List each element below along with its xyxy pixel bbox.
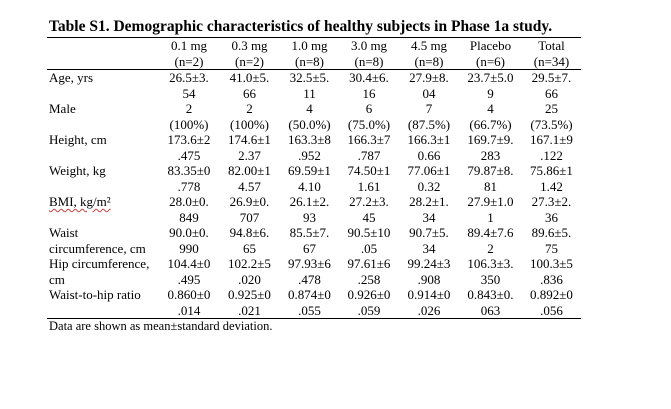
header-label-cell bbox=[47, 38, 159, 70]
column-header: 1.0 mg (n=8) bbox=[280, 38, 339, 70]
table-cell: 25 (73.5%) bbox=[530, 101, 573, 132]
table-caption: Table S1. Demographic characteristics of healthy subjects in Phase 1a study. bbox=[49, 18, 553, 35]
table-cell: 85.5±7. 67 bbox=[289, 225, 330, 256]
table-cell: 28.2±1. 34 bbox=[409, 194, 449, 225]
table-cell: 100.3±5 .836 bbox=[530, 256, 573, 287]
table-row bbox=[47, 101, 581, 132]
table-cell: 0.874±0 .055 bbox=[288, 287, 331, 318]
table-cell: 104.4±0 .495 bbox=[167, 256, 211, 287]
table-cell: 169.7±9. 283 bbox=[467, 132, 514, 163]
table-cell: 27.9±8. 04 bbox=[409, 70, 449, 101]
row-label: BMI, kg/m² bbox=[49, 194, 111, 209]
table-cell: 7 (87.5%) bbox=[407, 101, 451, 132]
table-cell: 0.925±0 .021 bbox=[228, 287, 271, 318]
document-page bbox=[47, 18, 581, 334]
table-cell: 173.6±2 .475 bbox=[167, 132, 211, 163]
table-cell: 30.4±6. 16 bbox=[349, 70, 389, 101]
table-cell: 0.914±0 .026 bbox=[407, 287, 451, 318]
table-cell: 82.00±1 4.57 bbox=[228, 163, 271, 194]
table-cell: 2 (100%) bbox=[169, 101, 209, 132]
table-cell: 90.5±10 .05 bbox=[347, 225, 391, 256]
header-row bbox=[47, 38, 581, 70]
table-cell: 90.7±5. 34 bbox=[409, 225, 449, 256]
table-row bbox=[47, 163, 581, 194]
table-cell: 106.3±3. 350 bbox=[467, 256, 514, 287]
table-cell: 28.0±0. 849 bbox=[169, 194, 209, 225]
table-cell: 89.4±7.6 2 bbox=[467, 225, 514, 256]
table-cell: 69.59±1 4.10 bbox=[288, 163, 331, 194]
table-cell: 83.35±0 .778 bbox=[167, 163, 211, 194]
table-cell: 0.860±0 .014 bbox=[167, 287, 211, 318]
table-cell: 75.86±1 1.42 bbox=[530, 163, 573, 194]
table-cell: 90.0±0. 990 bbox=[169, 225, 209, 256]
table-cell: 27.3±2. 36 bbox=[531, 194, 572, 225]
column-header: 0.1 mg (n=2) bbox=[159, 38, 219, 70]
table-cell: 0.892±0 .056 bbox=[530, 287, 573, 318]
table-cell: 97.93±6 .478 bbox=[288, 256, 331, 287]
row-label: Waist circumference, cm bbox=[49, 225, 146, 256]
column-header: Total (n=34) bbox=[522, 38, 581, 70]
table-cell: 174.6±1 2.37 bbox=[228, 132, 271, 163]
table-cell: 166.3±1 0.66 bbox=[407, 132, 451, 163]
table-cell: 102.2±5 .020 bbox=[228, 256, 271, 287]
table-row bbox=[47, 225, 581, 256]
table-row bbox=[47, 256, 581, 287]
row-label: Height, cm bbox=[49, 132, 107, 147]
table-cell: 6 (75.0%) bbox=[347, 101, 391, 132]
table-cell: 29.5±7. 66 bbox=[531, 70, 572, 101]
table-cell: 41.0±5. 66 bbox=[229, 70, 270, 101]
table-cell: 94.8±6. 65 bbox=[229, 225, 270, 256]
table-cell: 99.24±3 .908 bbox=[407, 256, 451, 287]
table-row bbox=[47, 132, 581, 163]
table-cell: 0.843±0. 063 bbox=[467, 287, 514, 318]
row-label: Age, yrs bbox=[49, 70, 94, 85]
column-header: 4.5 mg (n=8) bbox=[399, 38, 459, 70]
row-label: Hip circumference, cm bbox=[49, 256, 150, 287]
table-cell: 27.2±3. 45 bbox=[349, 194, 389, 225]
table-cell: 89.6±5. 75 bbox=[531, 225, 572, 256]
table-cell: 167.1±9 .122 bbox=[530, 132, 573, 163]
table-cell: 32.5±5. 11 bbox=[289, 70, 330, 101]
table-cell: 97.61±6 .258 bbox=[347, 256, 391, 287]
row-label: Weight, kg bbox=[49, 163, 106, 178]
column-header: 3.0 mg (n=8) bbox=[339, 38, 399, 70]
table-cell: 4 (50.0%) bbox=[288, 101, 331, 132]
table-footnote: Data are shown as mean±standard deviation. bbox=[49, 319, 273, 333]
table-cell: 74.50±1 1.61 bbox=[347, 163, 391, 194]
table-row bbox=[47, 194, 581, 225]
demographics-table bbox=[47, 37, 581, 319]
row-label: Male bbox=[49, 101, 76, 116]
table-cell: 27.9±1.0 1 bbox=[467, 194, 514, 225]
table-cell: 166.3±7 .787 bbox=[347, 132, 391, 163]
column-header: 0.3 mg (n=2) bbox=[219, 38, 280, 70]
table-cell: 4 (66.7%) bbox=[469, 101, 512, 132]
table-row bbox=[47, 70, 581, 102]
table-cell: 79.87±8. 81 bbox=[467, 163, 514, 194]
table-cell: 26.5±3. 54 bbox=[169, 70, 209, 101]
table-cell: 26.9±0. 707 bbox=[229, 194, 270, 225]
table-cell: 23.7±5.0 9 bbox=[467, 70, 514, 101]
table-cell: 26.1±2. 93 bbox=[289, 194, 330, 225]
table-cell: 0.926±0 .059 bbox=[347, 287, 391, 318]
table-cell: 77.06±1 0.32 bbox=[407, 163, 451, 194]
table-cell: 2 (100%) bbox=[230, 101, 269, 132]
table-cell: 163.3±8 .952 bbox=[288, 132, 331, 163]
table-row bbox=[47, 287, 581, 319]
row-label: Waist-to-hip ratio bbox=[49, 287, 141, 302]
column-header: Placebo (n=6) bbox=[459, 38, 522, 70]
